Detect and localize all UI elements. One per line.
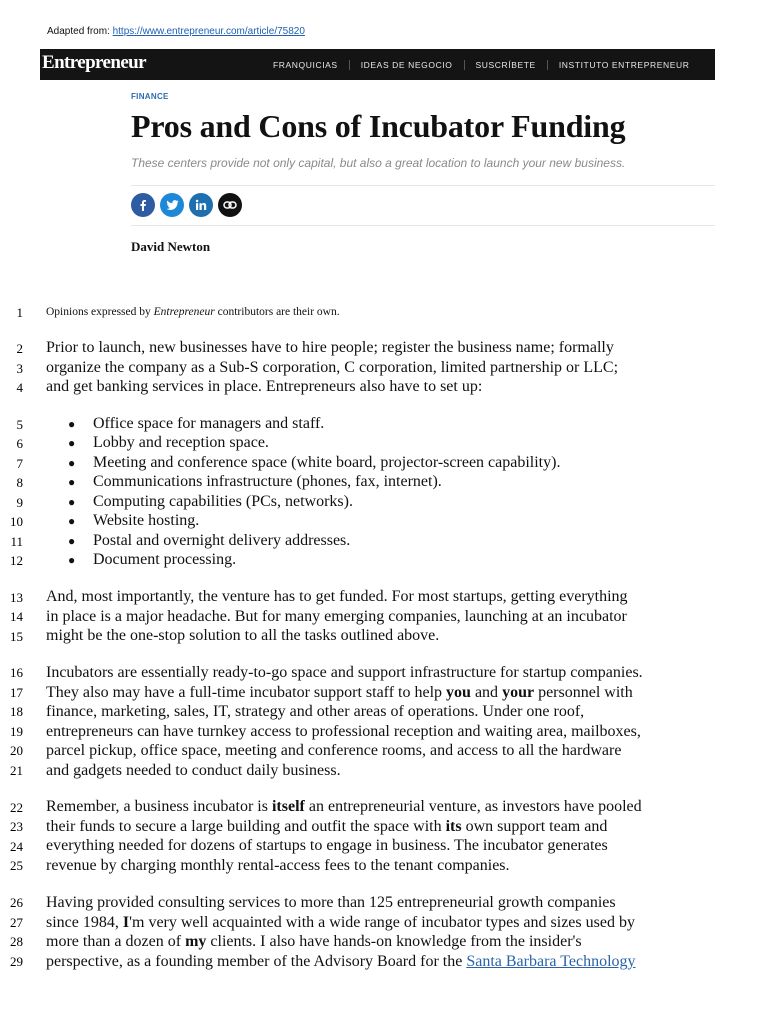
text-run: Remember, a business incubator is bbox=[46, 798, 272, 815]
list-item-text: Computing capabilities (PCs, networks). bbox=[93, 493, 353, 510]
bold-word: you bbox=[446, 683, 471, 701]
adapted-from-note bbox=[47, 26, 305, 37]
author-byline[interactable]: David Newton bbox=[131, 239, 211, 254]
paragraph-incubators bbox=[46, 663, 736, 781]
disclaimer-text: Opinions expressed by bbox=[46, 306, 154, 318]
paragraph-remember bbox=[46, 797, 736, 875]
bullet-icon: ● bbox=[68, 514, 76, 528]
nav-item-ideas-de-negocio[interactable]: IDEAS DE NEGOCIO bbox=[349, 60, 464, 70]
text-line: Having provided consulting services to more than 125 entrepreneurial growth companies bbox=[46, 894, 616, 911]
text-line bbox=[46, 913, 736, 933]
list-item bbox=[68, 414, 324, 435]
bullet-icon: ● bbox=[68, 456, 76, 470]
bold-word: my bbox=[185, 933, 207, 951]
line-number: 19 bbox=[10, 724, 23, 739]
link-icon bbox=[223, 200, 237, 210]
share-bar bbox=[131, 193, 242, 217]
list-item-text: Document processing. bbox=[93, 551, 237, 568]
line-number: 4 bbox=[16, 380, 23, 395]
line-number: 10 bbox=[10, 514, 23, 529]
text-run: own support team and bbox=[461, 817, 608, 835]
line-number: 15 bbox=[10, 629, 23, 644]
disclaimer-text: contributors are their own. bbox=[214, 306, 340, 318]
line-number: 5 bbox=[16, 417, 23, 432]
line-number: 8 bbox=[16, 475, 23, 490]
bullet-icon: ● bbox=[68, 436, 76, 450]
text-line: revenue by charging monthly rental-access fees to the tenant companies. bbox=[46, 856, 510, 874]
text-run: their funds to secure a large building and outfit the space with bbox=[46, 817, 446, 835]
text-run: more than a dozen of bbox=[46, 933, 186, 951]
list-item bbox=[68, 531, 350, 552]
bullet-icon: ● bbox=[68, 475, 76, 489]
bold-word: your bbox=[502, 683, 535, 701]
list-item bbox=[68, 433, 269, 454]
text-line: finance, marketing, sales, IT, strategy and other areas of operations. Under one roof, bbox=[46, 703, 585, 721]
line-number: 3 bbox=[16, 361, 23, 376]
list-item-text: Lobby and reception space. bbox=[93, 434, 269, 451]
bullet-icon: ● bbox=[68, 495, 76, 509]
text-run: and bbox=[470, 683, 503, 701]
bold-word: itself bbox=[271, 798, 305, 815]
text-line: entrepreneurs can have turnkey access to professional reception and waiting area, mailboxes, bbox=[46, 722, 641, 740]
copy-link-button[interactable] bbox=[218, 193, 242, 217]
disclaimer-publication: Entrepreneur bbox=[153, 306, 215, 318]
article-title: Pros and Cons of Incubator Funding bbox=[131, 108, 626, 144]
line-number: 22 bbox=[10, 800, 23, 815]
line-number: 20 bbox=[10, 743, 23, 758]
list-item-text: Postal and overnight delivery addresses. bbox=[93, 532, 351, 549]
line-number: 14 bbox=[10, 609, 23, 624]
line-number: 7 bbox=[16, 456, 23, 471]
text-line bbox=[46, 797, 736, 817]
facebook-share-button[interactable] bbox=[131, 193, 155, 217]
line-number: 21 bbox=[10, 763, 23, 778]
text-line: parcel pickup, office space, meeting and conference rooms, and access to all the hardware bbox=[46, 742, 622, 760]
line-number: 26 bbox=[10, 895, 23, 910]
nav-item-franquicias[interactable]: FRANQUICIAS bbox=[273, 59, 338, 70]
paragraph-experience bbox=[46, 893, 736, 971]
text-run: perspective, as a founding member of the Advisory Board for the bbox=[46, 952, 467, 970]
line-number: 13 bbox=[10, 590, 23, 605]
divider-top bbox=[131, 185, 715, 186]
line-number: 1 bbox=[16, 305, 23, 320]
divider-bottom bbox=[131, 225, 715, 226]
text-line bbox=[46, 817, 736, 837]
line-number: 27 bbox=[10, 915, 23, 930]
text-line bbox=[46, 683, 736, 703]
bullet-icon: ● bbox=[68, 534, 76, 548]
text-line: in place is a major headache. But for many emerging companies, launching at an incubator bbox=[46, 607, 627, 625]
line-number: 29 bbox=[10, 954, 23, 969]
line-number: 23 bbox=[10, 819, 23, 834]
line-number: 25 bbox=[10, 858, 23, 873]
list-item bbox=[68, 492, 353, 513]
nav-item-instituto-entrepreneur[interactable]: INSTITUTO ENTREPRENEUR bbox=[547, 60, 701, 70]
text-run: since 1984, bbox=[46, 913, 123, 931]
line-number: 17 bbox=[10, 685, 23, 700]
facebook-icon bbox=[137, 199, 149, 211]
text-line: might be the one-stop solution to all the tasks outlined above. bbox=[46, 627, 440, 645]
list-item-text: Communications infrastructure (phones, fax, internet). bbox=[93, 473, 442, 490]
text-line: And, most importantly, the venture has to get funded. For most startups, getting everything bbox=[46, 588, 628, 605]
line-number: 24 bbox=[10, 839, 23, 854]
list-item-text: Office space for managers and staff. bbox=[93, 415, 325, 432]
line-number: 18 bbox=[10, 704, 23, 719]
bullet-icon: ● bbox=[68, 417, 76, 431]
text-run: an entrepreneurial venture, as investors have pooled bbox=[304, 798, 642, 815]
list-item bbox=[68, 511, 199, 532]
line-number: 9 bbox=[16, 495, 23, 510]
list-item-text: Website hosting. bbox=[93, 512, 200, 529]
text-line: Prior to launch, new businesses have to hire people; register the business name; formally bbox=[46, 339, 614, 356]
section-kicker[interactable]: FINANCE bbox=[131, 92, 169, 101]
santa-barbara-link[interactable]: Santa Barbara Technology bbox=[466, 952, 636, 970]
text-run: They also may have a full-time incubator support staff to help bbox=[46, 683, 447, 701]
site-header bbox=[40, 49, 715, 80]
text-line: Incubators are essentially ready-to-go space and support infrastructure for startup companies. bbox=[46, 664, 643, 681]
paragraph-funding bbox=[46, 587, 736, 646]
twitter-icon bbox=[166, 199, 179, 211]
list-item bbox=[68, 472, 442, 493]
bold-word: its bbox=[445, 817, 462, 835]
linkedin-icon bbox=[195, 199, 207, 211]
text-line bbox=[46, 932, 736, 952]
text-line: and gadgets needed to conduct daily business. bbox=[46, 761, 341, 779]
text-line: everything needed for dozens of startups to engage in business. The incubator generates bbox=[46, 837, 608, 855]
line-number: 2 bbox=[16, 341, 23, 356]
text-run: clients. I also have hands-on knowledge from the insider's bbox=[206, 933, 582, 951]
adapted-from-label: Adapted from: bbox=[47, 26, 110, 37]
source-link[interactable]: https://www.entrepreneur.com/article/75820 bbox=[112, 26, 305, 37]
list-item-text: Meeting and conference space (white board, projector-screen capability). bbox=[93, 454, 561, 471]
opinions-disclaimer bbox=[46, 306, 340, 318]
list-item bbox=[68, 453, 560, 474]
text-line: organize the company as a Sub-S corporation, C corporation, limited partnership or LLC; bbox=[46, 358, 619, 376]
article-dek: These centers provide not only capital, but also a great location to launch your new business. bbox=[131, 156, 626, 170]
line-number: 6 bbox=[16, 436, 23, 451]
text-run: 'm very well acquainted with a wide range of incubator types and sizes used by bbox=[129, 913, 635, 931]
text-line: and get banking services in place. Entrepreneurs also have to set up: bbox=[46, 378, 483, 396]
line-number: 16 bbox=[10, 665, 23, 680]
text-run: personnel with bbox=[534, 683, 633, 701]
list-item bbox=[68, 550, 236, 571]
entrepreneur-logo[interactable]: Entrepreneur bbox=[42, 52, 146, 73]
top-nav bbox=[262, 49, 700, 80]
text-line bbox=[46, 952, 736, 972]
bullet-icon: ● bbox=[68, 553, 76, 567]
line-number: 28 bbox=[10, 934, 23, 949]
nav-item-suscribete[interactable]: SUSCRÍBETE bbox=[464, 60, 547, 70]
twitter-share-button[interactable] bbox=[160, 193, 184, 217]
line-number: 11 bbox=[10, 534, 23, 549]
bold-word: I bbox=[122, 913, 130, 931]
line-number: 12 bbox=[10, 553, 23, 568]
linkedin-share-button[interactable] bbox=[189, 193, 213, 217]
paragraph-prelaunch bbox=[46, 338, 736, 397]
